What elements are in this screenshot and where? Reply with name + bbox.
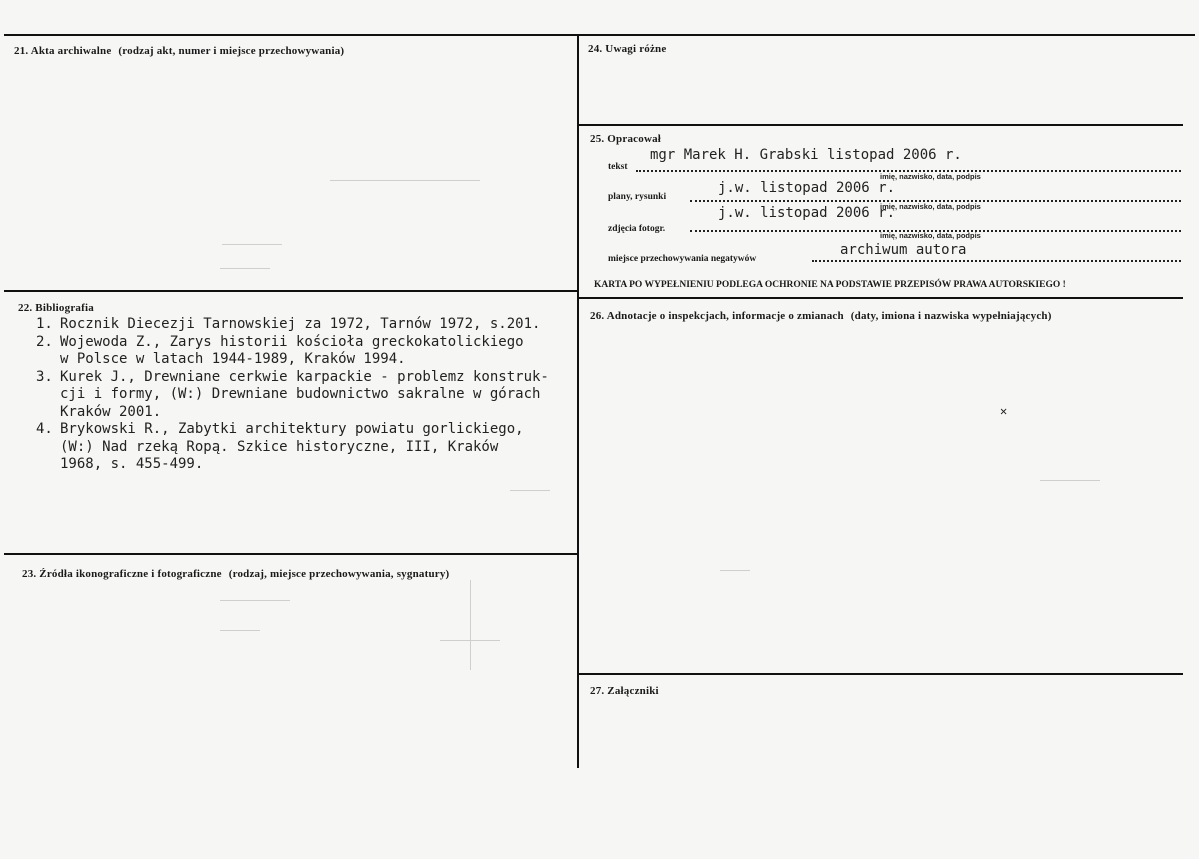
bib-num: 3. — [36, 368, 53, 385]
zdjecia-label: zdjęcia fotogr. — [608, 224, 666, 234]
bleed-through-mark — [220, 268, 270, 269]
bleed-through-mark — [1040, 480, 1100, 481]
bib-item-1 — [36, 316, 549, 334]
top-border — [4, 34, 1195, 36]
section-21-label — [14, 45, 344, 57]
divider-21-22 — [4, 290, 577, 292]
section-23-title: 23. Źródła ikonograficzne i fotograficzne — [22, 568, 222, 580]
bleed-through-mark — [510, 490, 550, 491]
bib-item-2 — [36, 334, 549, 369]
negatywy-value: archiwum autora — [840, 242, 967, 258]
bib-line: (W:) Nad rzeką Ropą. Szkice historyczne, III, Kraków — [60, 438, 499, 455]
negatywy-label: miejsce przechowywania negatywów — [608, 254, 757, 264]
bib-line: w Polsce w latach 1944-1989, Kraków 1994. — [60, 351, 406, 367]
section-21-subtitle: (rodzaj akt, numer i miejsce przechowywania) — [118, 45, 345, 57]
zdjecia-value: j.w. listopad 2006 r. — [718, 205, 896, 221]
section-26-label — [590, 310, 1052, 322]
tekst-value: mgr Marek H. Grabski listopad 2006 r. — [650, 147, 962, 163]
divider-24-25 — [579, 124, 1183, 126]
plany-caption: imię, nazwisko, data, podpis — [880, 202, 981, 211]
bleed-through-mark — [470, 580, 471, 670]
bib-line: Brykowski R., Zabytki architektury powiatu gorlickiego, — [60, 421, 524, 437]
bleed-through-mark — [720, 570, 750, 571]
bibliography-list — [36, 316, 549, 474]
center-divider — [577, 34, 579, 768]
bib-item-4 — [36, 421, 549, 474]
section-22-label: 22. Bibliografia — [18, 302, 94, 314]
bib-line: Kurek J., Drewniane cerkwie karpackie - problemz konstruk- — [60, 368, 549, 385]
bib-line: Rocznik Diecezji Tarnowskiej za 1972, Tarnów 1972, s.201. — [60, 316, 541, 332]
stray-mark: ✕ — [1000, 404, 1008, 418]
divider-22-23 — [4, 553, 577, 555]
tekst-label: tekst — [608, 162, 628, 172]
bleed-through-mark — [220, 600, 290, 601]
tekst-caption: imię, nazwisko, data, podpis — [880, 172, 981, 181]
section-21-title: 21. Akta archiwalne — [14, 45, 112, 57]
copyright-notice: KARTA PO WYPEŁNIENIU PODLEGA OCHRONIE NA PODSTAWIE PRZEPISÓW PRAWA AUTORSKIEGO ! — [594, 280, 1066, 290]
bib-line: Kraków 2001. — [60, 403, 162, 420]
bib-line: cji i formy, (W:) Drewniane budownictwo sakralne w górach — [60, 386, 541, 402]
bib-item-3 — [36, 369, 549, 422]
zdjecia-caption: imię, nazwisko, data, podpis — [880, 231, 981, 240]
bib-line: 1968, s. 455-499. — [60, 456, 204, 472]
bib-num: 2. — [36, 333, 53, 350]
plany-label: plany, rysunki — [608, 192, 667, 202]
section-27-label: 27. Załączniki — [590, 685, 659, 697]
divider-25-26 — [579, 297, 1183, 299]
section-23-label — [22, 568, 449, 580]
plany-value: j.w. listopad 2006 r. — [718, 180, 896, 196]
section-23-subtitle: (rodzaj, miejsce przechowywania, sygnatury) — [228, 568, 450, 580]
bib-num: 4. — [36, 421, 53, 437]
bleed-through-mark — [222, 244, 282, 245]
section-26-title: 26. Adnotacje o inspekcjach, informacje o zmianach — [590, 310, 844, 322]
bib-line: Wojewoda Z., Zarys historii kościoła greckokatolickiego — [60, 333, 524, 350]
bib-num: 1. — [36, 316, 53, 332]
section-24-label: 24. Uwagi różne — [588, 43, 667, 55]
divider-26-27 — [579, 673, 1183, 675]
negatywy-dots — [812, 260, 1181, 262]
section-25-label: 25. Opracował — [590, 133, 662, 145]
bleed-through-mark — [440, 640, 500, 641]
section-26-subtitle: (daty, imiona i nazwiska wypełniających) — [850, 310, 1052, 322]
bleed-through-mark — [220, 630, 260, 631]
bleed-through-mark — [330, 180, 480, 181]
